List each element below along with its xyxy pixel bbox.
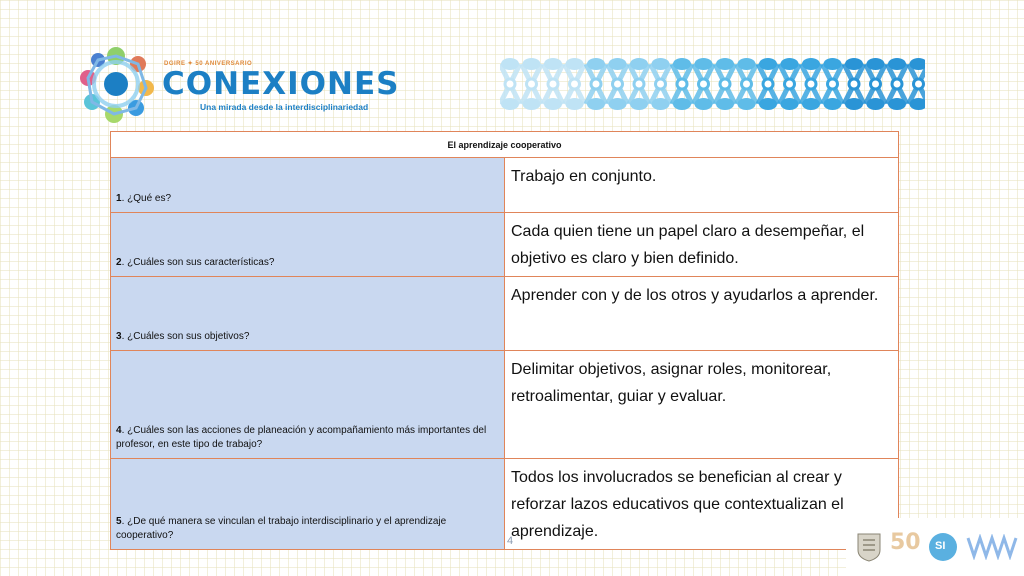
table-row <box>111 158 899 213</box>
question-cell: 1. ¿Qué es? <box>111 158 505 213</box>
question-cell: 3. ¿Cuáles son sus objetivos? <box>111 277 505 351</box>
logo-subtitle: Una mirada desde la interdisciplinariedad <box>200 102 369 112</box>
question-cell: 2. ¿Cuáles son sus características? <box>111 213 505 277</box>
answer-cell: Cada quien tiene un papel claro a desempeñar, el objetivo es claro y bien definido. <box>505 213 899 277</box>
logo-title: CONEXIONES <box>162 66 400 102</box>
footer-logos <box>846 518 1024 576</box>
cooperative-learning-table <box>110 131 899 550</box>
decorative-chain-graphic <box>500 50 925 118</box>
page-number: 4 <box>507 535 514 547</box>
dgire-50-logo: 50 <box>890 530 921 555</box>
si-logo-text: SI <box>935 540 946 552</box>
question-cell: 5. ¿De qué manera se vinculan el trabajo interdisciplinario y el aprendizaje cooperativo? <box>111 459 505 550</box>
table-row <box>111 277 899 351</box>
conexiones-emblem-icon <box>78 44 160 124</box>
answer-cell: Delimitar objetivos, asignar roles, monitorear, retroalimentar, guiar y evaluar. <box>505 351 899 459</box>
answer-cell: Todos los involucrados se benefician al crear y reforzar lazos educativos que contextualizan el aprendizaje. <box>505 459 899 550</box>
table-title: El aprendizaje cooperativo <box>111 132 899 158</box>
answer-cell: Trabajo en conjunto. <box>505 158 899 213</box>
question-cell: 4. ¿Cuáles son las acciones de planeación y acompañamiento más importantes del profesor, en este tipo de trabajo? <box>111 351 505 459</box>
table-row <box>111 351 899 459</box>
unam-shield-icon <box>856 532 882 562</box>
table-row <box>111 213 899 277</box>
conexiones-logo <box>78 44 400 124</box>
answer-cell: Aprender con y de los otros y ayudarlos a aprender. <box>505 277 899 351</box>
table-row <box>111 459 899 550</box>
logo-tagline: DGIRE ✦ 50 ANIVERSARIO <box>164 61 253 67</box>
wave-logo-icon <box>966 534 1018 560</box>
